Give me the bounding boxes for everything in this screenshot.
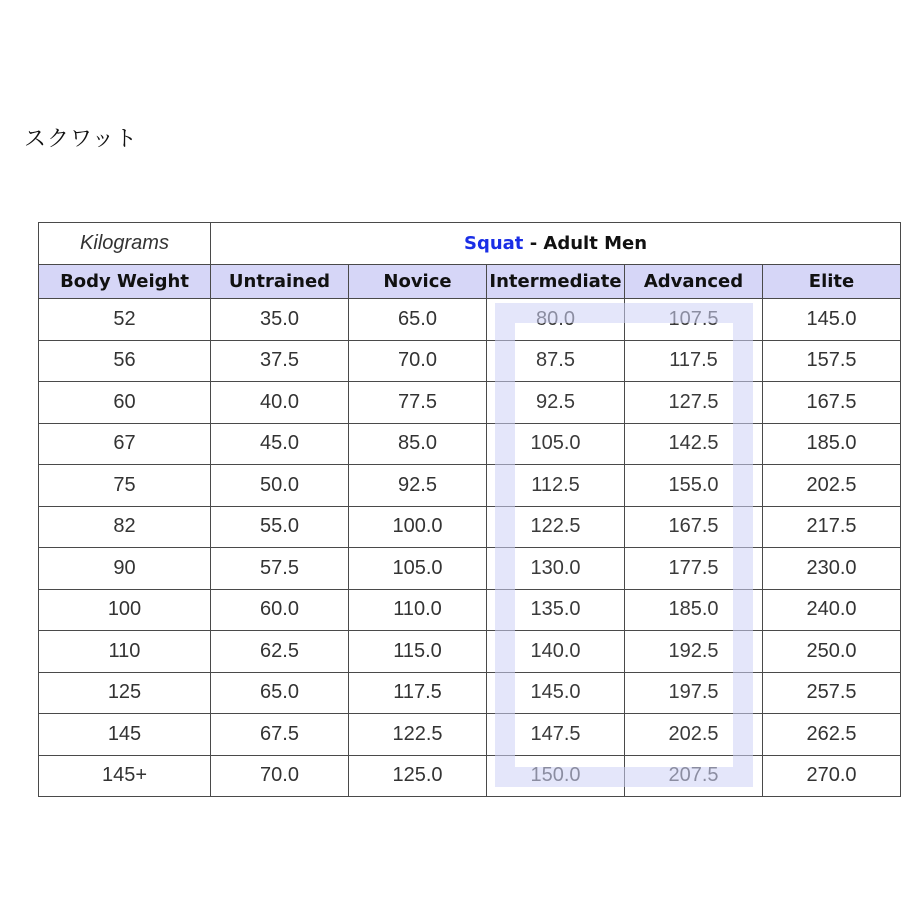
cell-novice: 125.0 bbox=[349, 755, 487, 797]
cell-intermediate: 135.0 bbox=[487, 589, 625, 631]
cell-elite: 270.0 bbox=[763, 755, 901, 797]
column-header-row bbox=[39, 265, 901, 299]
column-header-novice: Novice bbox=[349, 265, 487, 299]
cell-novice: 115.0 bbox=[349, 631, 487, 673]
unit-label: Kilograms bbox=[39, 223, 211, 265]
cell-body-weight: 67 bbox=[39, 423, 211, 465]
cell-elite: 167.5 bbox=[763, 382, 901, 424]
cell-advanced: 117.5 bbox=[625, 340, 763, 382]
table-row bbox=[39, 382, 901, 424]
cell-untrained: 67.5 bbox=[211, 714, 349, 756]
cell-advanced: 177.5 bbox=[625, 548, 763, 590]
table-row bbox=[39, 465, 901, 507]
cell-elite: 202.5 bbox=[763, 465, 901, 507]
cell-novice: 105.0 bbox=[349, 548, 487, 590]
table-row bbox=[39, 631, 901, 673]
cell-novice: 122.5 bbox=[349, 714, 487, 756]
cell-novice: 70.0 bbox=[349, 340, 487, 382]
cell-body-weight: 100 bbox=[39, 589, 211, 631]
cell-advanced: 192.5 bbox=[625, 631, 763, 673]
cell-elite: 157.5 bbox=[763, 340, 901, 382]
cell-intermediate: 130.0 bbox=[487, 548, 625, 590]
cell-intermediate: 87.5 bbox=[487, 340, 625, 382]
table-title-row bbox=[39, 223, 901, 265]
cell-advanced: 202.5 bbox=[625, 714, 763, 756]
cell-body-weight: 125 bbox=[39, 672, 211, 714]
cell-untrained: 62.5 bbox=[211, 631, 349, 673]
cell-body-weight: 82 bbox=[39, 506, 211, 548]
cell-untrained: 50.0 bbox=[211, 465, 349, 507]
cell-intermediate: 147.5 bbox=[487, 714, 625, 756]
cell-body-weight: 145+ bbox=[39, 755, 211, 797]
cell-body-weight: 56 bbox=[39, 340, 211, 382]
column-header-body-weight: Body Weight bbox=[39, 265, 211, 299]
table-row bbox=[39, 423, 901, 465]
column-header-advanced: Advanced bbox=[625, 265, 763, 299]
table-row bbox=[39, 299, 901, 341]
cell-novice: 117.5 bbox=[349, 672, 487, 714]
table-row bbox=[39, 548, 901, 590]
cell-untrained: 65.0 bbox=[211, 672, 349, 714]
cell-elite: 145.0 bbox=[763, 299, 901, 341]
cell-elite: 217.5 bbox=[763, 506, 901, 548]
cell-novice: 77.5 bbox=[349, 382, 487, 424]
column-header-untrained: Untrained bbox=[211, 265, 349, 299]
table-body bbox=[39, 299, 901, 797]
cell-untrained: 60.0 bbox=[211, 589, 349, 631]
cell-elite: 262.5 bbox=[763, 714, 901, 756]
cell-elite: 240.0 bbox=[763, 589, 901, 631]
cell-intermediate: 80.0 bbox=[487, 299, 625, 341]
cell-novice: 65.0 bbox=[349, 299, 487, 341]
cell-elite: 185.0 bbox=[763, 423, 901, 465]
cell-untrained: 57.5 bbox=[211, 548, 349, 590]
cell-novice: 110.0 bbox=[349, 589, 487, 631]
cell-untrained: 40.0 bbox=[211, 382, 349, 424]
cell-untrained: 55.0 bbox=[211, 506, 349, 548]
table-title bbox=[211, 223, 901, 265]
cell-elite: 230.0 bbox=[763, 548, 901, 590]
cell-body-weight: 145 bbox=[39, 714, 211, 756]
cell-intermediate: 105.0 bbox=[487, 423, 625, 465]
cell-advanced: 142.5 bbox=[625, 423, 763, 465]
cell-elite: 250.0 bbox=[763, 631, 901, 673]
cell-untrained: 45.0 bbox=[211, 423, 349, 465]
table-row bbox=[39, 589, 901, 631]
cell-advanced: 155.0 bbox=[625, 465, 763, 507]
cell-advanced: 107.5 bbox=[625, 299, 763, 341]
cell-body-weight: 60 bbox=[39, 382, 211, 424]
cell-novice: 85.0 bbox=[349, 423, 487, 465]
cell-body-weight: 52 bbox=[39, 299, 211, 341]
cell-intermediate: 145.0 bbox=[487, 672, 625, 714]
strength-standards-table bbox=[38, 222, 901, 797]
cell-body-weight: 110 bbox=[39, 631, 211, 673]
table-row bbox=[39, 340, 901, 382]
cell-body-weight: 75 bbox=[39, 465, 211, 507]
cell-novice: 92.5 bbox=[349, 465, 487, 507]
exercise-name: Squat bbox=[464, 233, 524, 254]
cell-intermediate: 92.5 bbox=[487, 382, 625, 424]
table-row bbox=[39, 506, 901, 548]
table-row bbox=[39, 755, 901, 797]
table-row bbox=[39, 714, 901, 756]
page-heading: スクワット bbox=[24, 127, 138, 152]
cell-untrained: 35.0 bbox=[211, 299, 349, 341]
strength-standards-table-container bbox=[38, 222, 900, 797]
table-row bbox=[39, 672, 901, 714]
cell-intermediate: 150.0 bbox=[487, 755, 625, 797]
cell-body-weight: 90 bbox=[39, 548, 211, 590]
column-header-elite: Elite bbox=[763, 265, 901, 299]
cell-advanced: 197.5 bbox=[625, 672, 763, 714]
cell-elite: 257.5 bbox=[763, 672, 901, 714]
table-title-suffix: - Adult Men bbox=[523, 233, 648, 254]
column-header-intermediate: Intermediate bbox=[487, 265, 625, 299]
cell-untrained: 37.5 bbox=[211, 340, 349, 382]
cell-intermediate: 122.5 bbox=[487, 506, 625, 548]
cell-advanced: 167.5 bbox=[625, 506, 763, 548]
cell-advanced: 127.5 bbox=[625, 382, 763, 424]
cell-untrained: 70.0 bbox=[211, 755, 349, 797]
cell-advanced: 185.0 bbox=[625, 589, 763, 631]
cell-advanced: 207.5 bbox=[625, 755, 763, 797]
cell-intermediate: 140.0 bbox=[487, 631, 625, 673]
cell-intermediate: 112.5 bbox=[487, 465, 625, 507]
cell-novice: 100.0 bbox=[349, 506, 487, 548]
